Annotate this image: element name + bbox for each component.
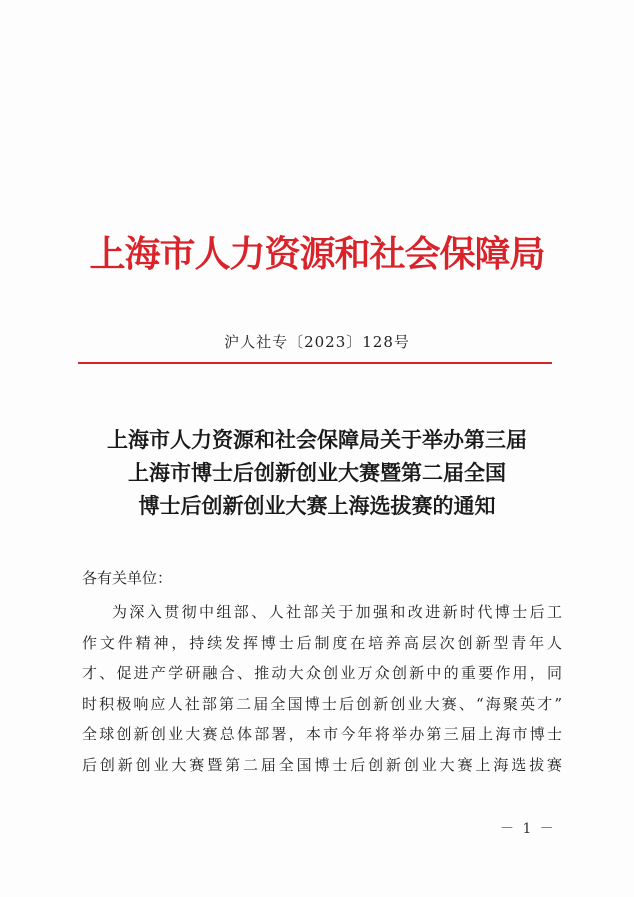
body-line: 时积极响应人社部第二届全国博士后创新创业大赛、“海聚英才”: [82, 694, 562, 713]
body-line: 才、促进产学研融合、推动大众创业万众创新中的重要作用，同: [82, 664, 562, 682]
issuing-agency-header: 上海市人力资源和社会保障局: [89, 233, 545, 275]
body-line: 为深入贯彻中组部、人社部关于加强和改进新时代博士后工: [112, 603, 562, 621]
title-line: 上海市博士后创新创业大赛暨第二届全国: [128, 461, 506, 485]
document-number: 沪人社专〔2023〕128号: [224, 333, 410, 351]
document-title: [40, 424, 594, 523]
title-line: 博士后创新创业大赛上海选拔赛的通知: [138, 494, 496, 518]
body-line: 后创新创业大赛暨第二届全国博士后创新创业大赛上海选拔赛: [82, 755, 562, 774]
body-line: 作文件精神，持续发挥博士后制度在培养高层次创新型青年人: [82, 633, 562, 652]
title-line: 上海市人力资源和社会保障局关于举办第三届: [107, 428, 527, 452]
body-paragraph: [82, 597, 562, 780]
red-divider-line: [78, 362, 552, 364]
body-line: 全球创新创业大赛总体部署，本市今年将举办第三届上海市博士: [82, 725, 562, 743]
salutation: 各有关单位：: [82, 569, 173, 587]
page-number: － 1 －: [500, 821, 556, 837]
